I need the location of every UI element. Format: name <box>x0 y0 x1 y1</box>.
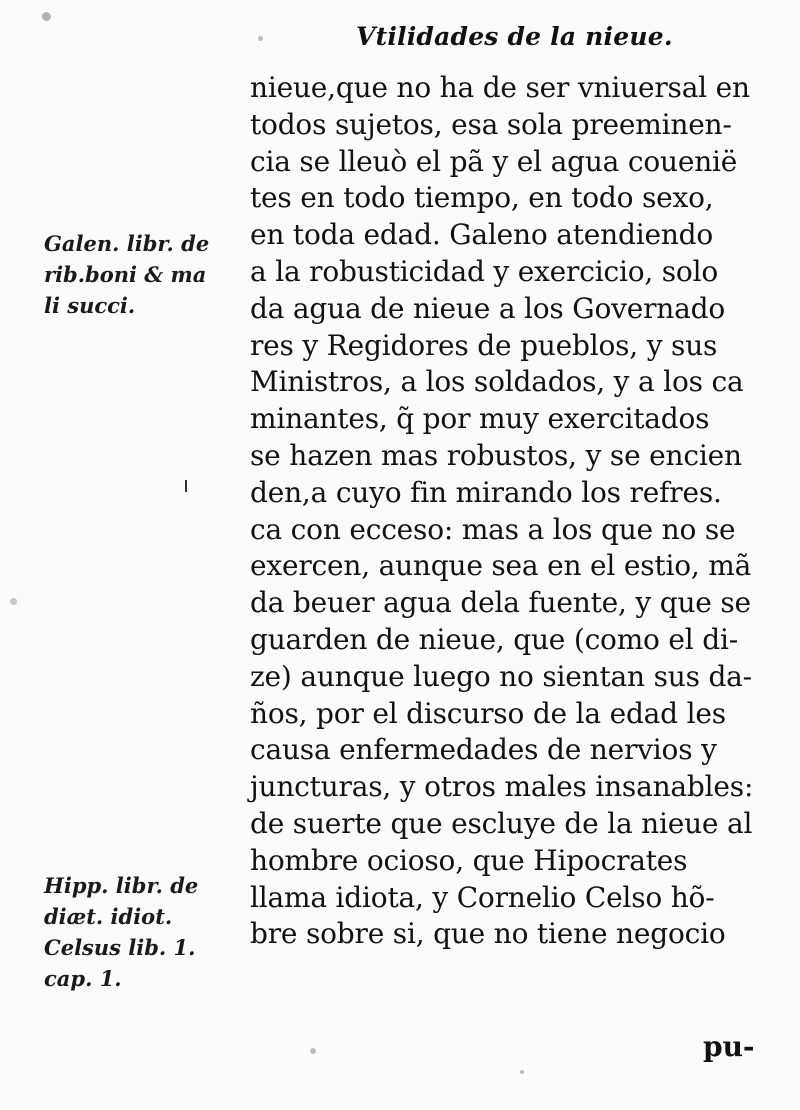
body-line: de suerte que escluye de la nieue al <box>250 806 753 840</box>
body-line: Ministros, a los soldados, y a los ca <box>250 365 744 399</box>
margin-note-line: cap. 1. <box>44 966 122 991</box>
margin-note-line: Galen. libr. de <box>44 231 210 256</box>
body-line: se hazen mas robustos, y se encien <box>250 438 742 472</box>
body-line: cia se lleuò el pã y el agua couenië <box>250 144 738 178</box>
margin-note-line: Hipp. libr. de <box>44 873 199 898</box>
margin-note-galen <box>44 228 244 321</box>
ink-speck <box>310 1048 316 1054</box>
ink-speck <box>10 598 17 605</box>
catchword: pu- <box>703 1030 755 1063</box>
margin-note-line: rib.boni & ma <box>44 262 207 287</box>
body-line: en toda edad. Galeno atendiendo <box>250 218 714 252</box>
ink-speck <box>42 12 51 21</box>
body-line: causa enfermedades de nervios y <box>250 733 717 767</box>
margin-note-hippocrates <box>44 870 244 994</box>
ink-speck <box>520 1070 524 1074</box>
body-line: da beuer agua dela fuente, y que se <box>250 586 751 620</box>
body-line: minantes, q̃ por muy exercitados <box>250 402 710 436</box>
body-text <box>250 70 770 953</box>
body-line: ze) aunque luego no sientan sus da- <box>250 659 752 693</box>
body-line: todos sujetos, esa sola preeminen- <box>250 107 732 141</box>
body-line: ños, por el discurso de la edad les <box>250 696 726 730</box>
body-line: guarden de nieue, que (como el di- <box>250 622 738 656</box>
ink-speck <box>258 36 263 41</box>
body-line: llama idiota, y Cornelio Celso hõ- <box>250 880 715 914</box>
body-line: bre sobre si, que no tiene negocio <box>250 917 726 951</box>
margin-note-line: Celsus lib. 1. <box>44 935 196 960</box>
body-line: da agua de nieue a los Governado <box>250 291 726 325</box>
body-line: res y Regidores de pueblos, y sus <box>250 328 718 362</box>
body-line: a la robusticidad y exercicio, solo <box>250 254 719 288</box>
body-line: juncturas, y otros males insanables: <box>250 770 754 804</box>
body-line: den,a cuyo fin mirando los refres. <box>250 475 722 509</box>
margin-note-line: diæt. idiot. <box>44 904 173 929</box>
body-line: ca con ecceso: mas a los que no se <box>250 512 736 546</box>
body-line: hombre ocioso, que Hipocrates <box>250 843 688 877</box>
margin-note-line: li succi. <box>44 293 136 318</box>
body-line: nieue,que no ha de ser vniuersal en <box>250 71 750 104</box>
running-head: Vtilidades de la nieue. <box>356 22 673 51</box>
body-line: exercen, aunque sea en el estio, mã <box>250 549 752 583</box>
body-line: tes en todo tiempo, en todo sexo, <box>250 181 714 215</box>
margin-mark <box>185 480 187 492</box>
